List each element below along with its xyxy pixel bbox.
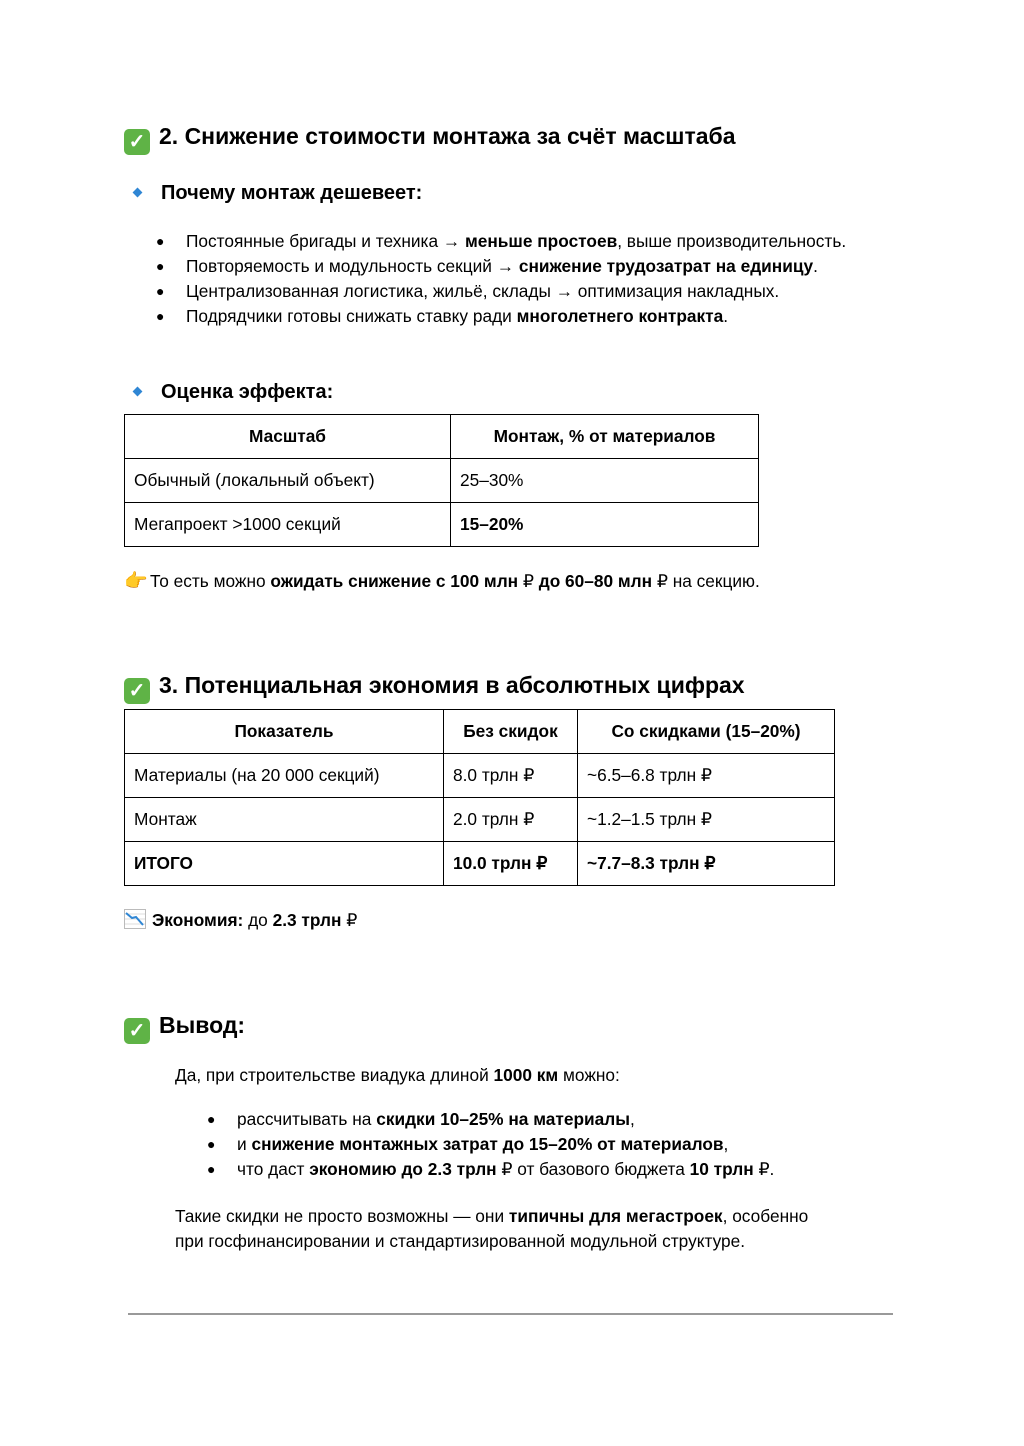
effect-table: [124, 414, 759, 547]
table-cell: ~6.5–6.8 трлн ₽: [578, 754, 835, 798]
blue-diamond-icon: [133, 386, 143, 396]
table-header-row: [125, 415, 759, 459]
check-mark-icon: ✓: [124, 129, 150, 155]
list-item: ● Постоянные бригады и техника → меньше простоев, выше производительность.: [156, 229, 896, 254]
savings-line: Экономия: до 2.3 трлн ₽: [124, 908, 357, 933]
conclusion-closing: Такие скидки не просто возможны — они типичны для мегастроек, особенно при госфинансировании и стандартизированной модульной структуре.: [175, 1206, 809, 1251]
table-header-row: [125, 710, 835, 754]
why-heading: Почему монтаж дешевеет:: [124, 183, 422, 203]
bullet-icon: ●: [207, 1111, 216, 1127]
blue-diamond-icon: [133, 187, 143, 197]
table-row: [125, 503, 759, 547]
column-header: Масштаб: [125, 415, 451, 459]
bullet-icon: ●: [207, 1161, 216, 1177]
chart-decreasing-icon: [124, 909, 146, 929]
table-cell: 15–20%: [451, 503, 759, 547]
list-item: ● что даст экономию до 2.3 трлн ₽ от базового бюджета 10 трлн ₽.: [207, 1157, 887, 1182]
list-item: ● Подрядчики готовы снижать ставку ради многолетнего контракта.: [156, 304, 896, 329]
bullet-icon: ●: [156, 233, 165, 249]
table-row: [125, 798, 835, 842]
section-3-heading: ✓ 3. Потенциальная экономия в абсолютных цифрах: [124, 674, 745, 704]
column-header: Монтаж, % от материалов: [451, 415, 759, 459]
table-cell: 8.0 трлн ₽: [444, 754, 578, 798]
check-mark-icon: ✓: [124, 678, 150, 704]
list-item: ● и снижение монтажных затрат до 15–20% от материалов,: [207, 1132, 887, 1157]
table-cell: 2.0 трлн ₽: [444, 798, 578, 842]
table-cell: ИТОГО: [125, 842, 444, 886]
check-mark-icon: ✓: [124, 1018, 150, 1044]
conclusion-list: [207, 1107, 887, 1182]
column-header: Показатель: [125, 710, 444, 754]
bullet-icon: ●: [156, 308, 165, 324]
list-item: ● Повторяемость и модульность секций → снижение трудозатрат на единицу.: [156, 254, 896, 279]
why-list: [156, 229, 896, 329]
table-cell: Монтаж: [125, 798, 444, 842]
conclusion-intro: Да, при строительстве виадука длиной 1000 км можно:: [175, 1065, 620, 1085]
pointing-hand-icon: 👉: [124, 571, 148, 592]
section-2-heading: ✓ 2. Снижение стоимости монтажа за счёт масштаба: [124, 125, 736, 155]
savings-table: [124, 709, 835, 886]
horizontal-rule: [128, 1313, 893, 1315]
table-cell: ~1.2–1.5 трлн ₽: [578, 798, 835, 842]
conclusion-heading: ✓ Вывод:: [124, 1014, 245, 1044]
bullet-icon: ●: [156, 283, 165, 299]
table-row: [125, 754, 835, 798]
bullet-icon: ●: [156, 258, 165, 274]
table-cell: Мегапроект >1000 секций: [125, 503, 451, 547]
bullet-icon: ●: [207, 1136, 216, 1152]
table-cell: 25–30%: [451, 459, 759, 503]
table-cell: Материалы (на 20 000 секций): [125, 754, 444, 798]
table-cell: 10.0 трлн ₽: [444, 842, 578, 886]
column-header: Без скидок: [444, 710, 578, 754]
effect-heading: Оценка эффекта:: [124, 382, 333, 402]
table-row: [125, 459, 759, 503]
column-header: Со скидками (15–20%): [578, 710, 835, 754]
list-item: ● Централизованная логистика, жильё, склады → оптимизация накладных.: [156, 279, 896, 304]
table-row-total: [125, 842, 835, 886]
mounting-note: 👉 То есть можно ожидать снижение с 100 млн ₽ до 60–80 млн ₽ на секцию.: [124, 571, 760, 592]
list-item: ● рассчитывать на скидки 10–25% на материалы,: [207, 1107, 887, 1132]
table-cell: Обычный (локальный объект): [125, 459, 451, 503]
table-cell: ~7.7–8.3 трлн ₽: [578, 842, 835, 886]
